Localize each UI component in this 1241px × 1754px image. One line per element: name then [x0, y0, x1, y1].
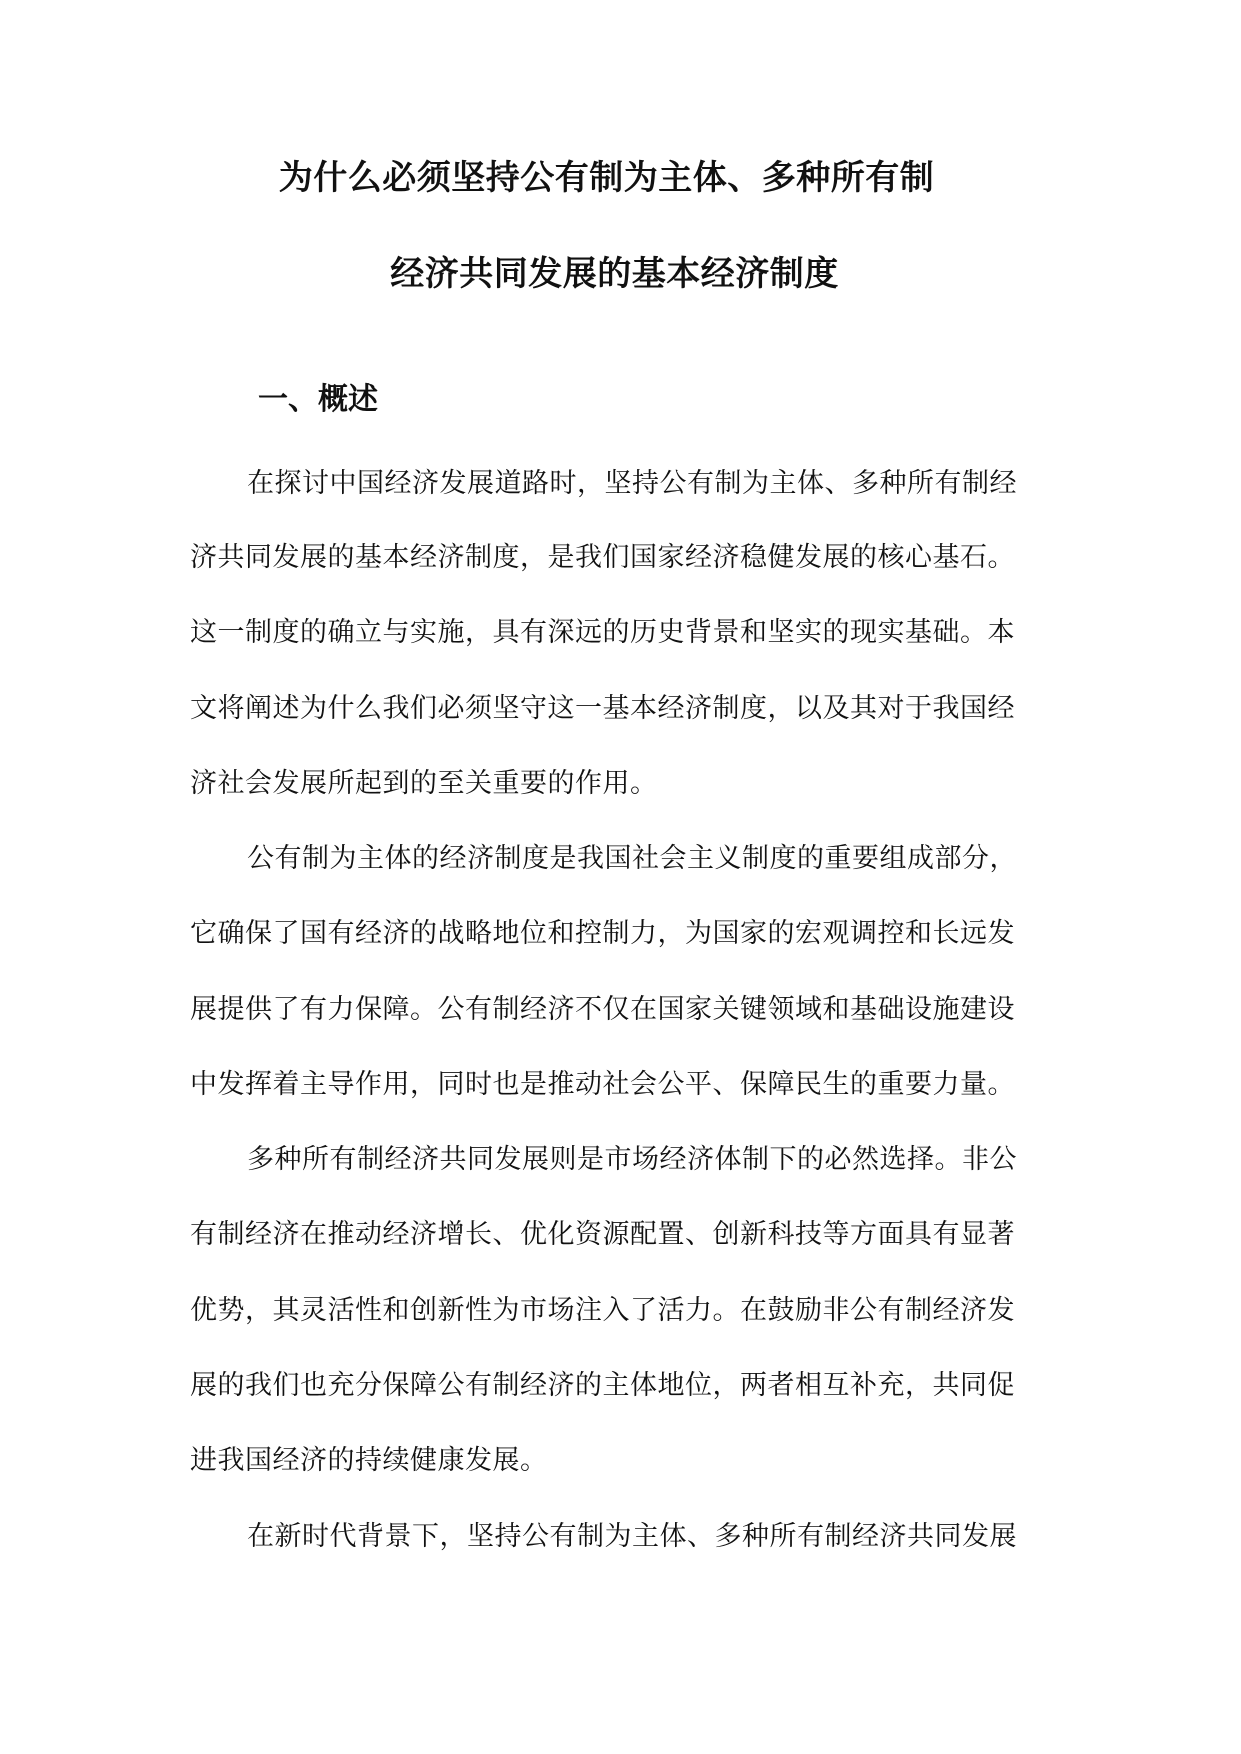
body-text-line: 文将阐述为什么我们必须坚守这一基本经济制度，以及其对于我国经 [190, 693, 1015, 724]
body-text-line: 进我国经济的持续健康发展。 [190, 1445, 548, 1476]
body-text-line: 多种所有制经济共同发展则是市场经济体制下的必然选择。非公 [247, 1144, 1017, 1175]
body-text-line: 公有制为主体的经济制度是我国社会主义制度的重要组成部分， [247, 843, 1017, 874]
body-text-line: 它确保了国有经济的战略地位和控制力，为国家的宏观调控和长远发 [190, 918, 1015, 949]
section-heading: 一、概述 [258, 382, 378, 417]
body-text-line: 济共同发展的基本经济制度，是我们国家经济稳健发展的核心基石。 [190, 542, 1015, 573]
body-text-line: 济社会发展所起到的至关重要的作用。 [190, 768, 658, 799]
body-text-line: 展的我们也充分保障公有制经济的主体地位，两者相互补充，共同促 [190, 1370, 1015, 1401]
body-text-line: 优势，其灵活性和创新性为市场注入了活力。在鼓励非公有制经济发 [190, 1295, 1015, 1326]
body-text-line: 在新时代背景下，坚持公有制为主体、多种所有制经济共同发展 [247, 1521, 1017, 1552]
document-title-line-2: 经济共同发展的基本经济制度 [390, 254, 839, 294]
body-text-line: 展提供了有力保障。公有制经济不仅在国家关键领域和基础设施建设 [190, 994, 1015, 1025]
body-text-line: 在探讨中国经济发展道路时，坚持公有制为主体、多种所有制经 [247, 468, 1017, 499]
body-text-line: 有制经济在推动经济增长、优化资源配置、创新科技等方面具有显著 [190, 1219, 1015, 1250]
body-text-line: 中发挥着主导作用，同时也是推动社会公平、保障民生的重要力量。 [190, 1069, 1015, 1100]
body-text-line: 这一制度的确立与实施，具有深远的历史背景和坚实的现实基础。本 [190, 617, 1015, 648]
document-title-line-1: 为什么必须坚持公有制为主体、多种所有制 [278, 158, 935, 198]
